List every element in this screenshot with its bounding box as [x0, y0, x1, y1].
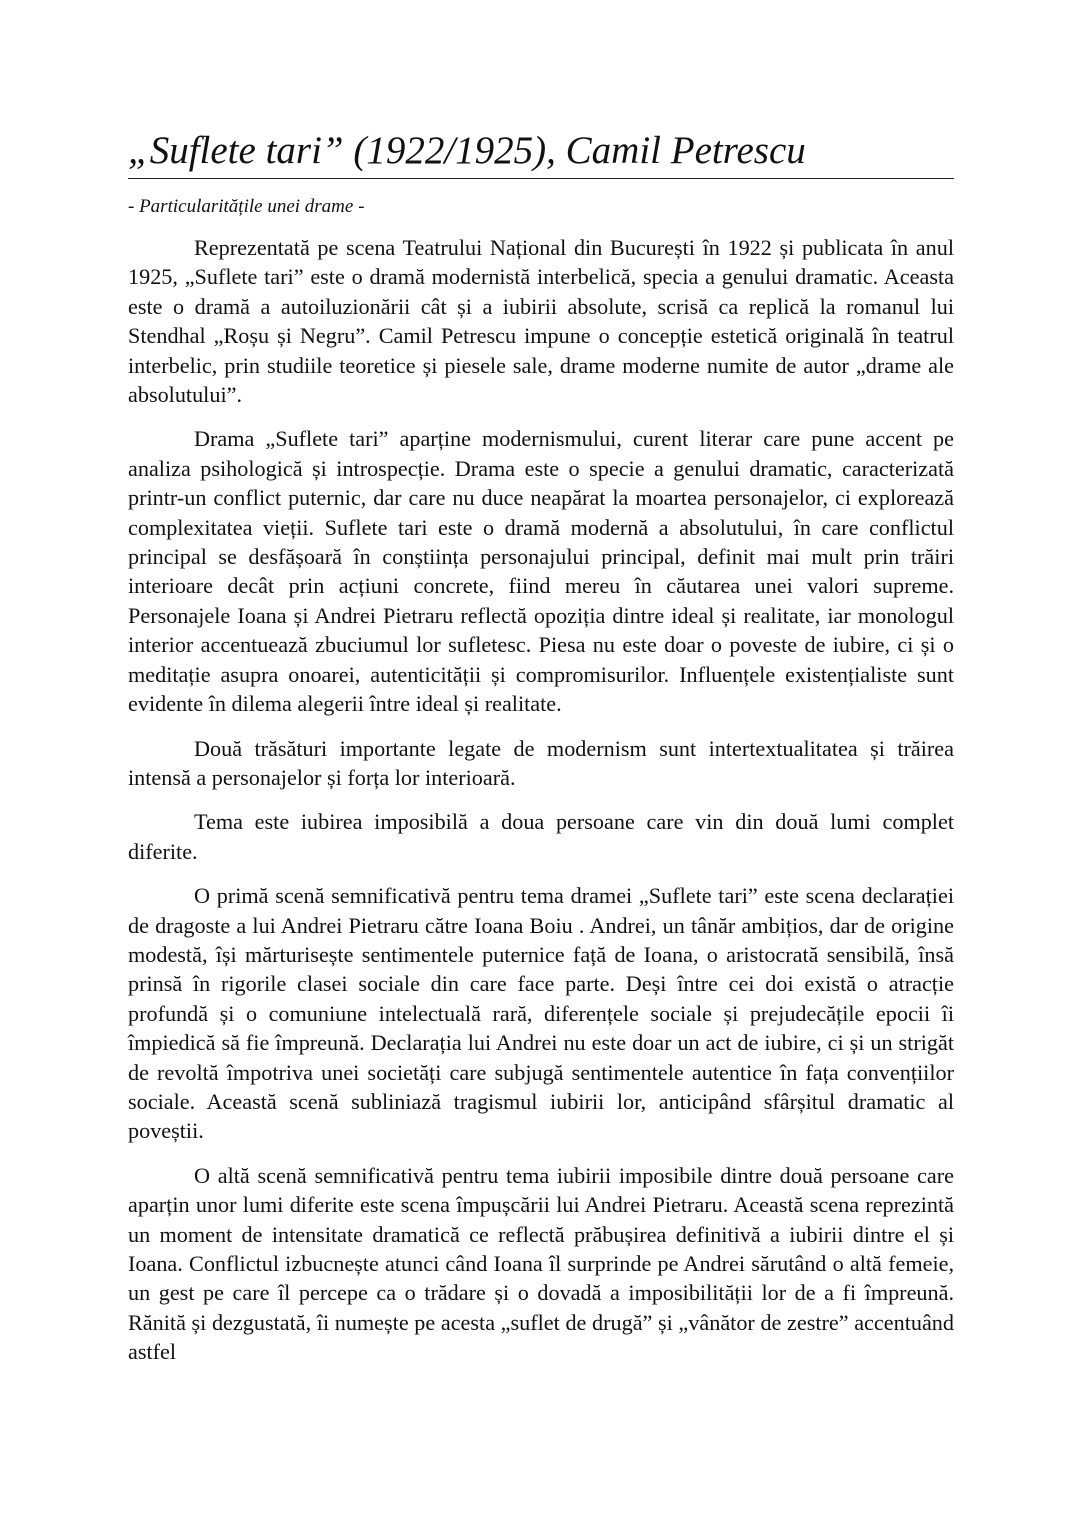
paragraph-3: Două trăsături importante legate de modernism sunt intertextualitatea și trăirea intensă a personajelor și forța lor interioară. [128, 735, 954, 790]
document-page [128, 128, 954, 1382]
paragraph-6: O altă scenă semnificativă pentru tema iubirii imposibile dintre două persoane care aparțin unor lumi diferite este scena împușcării lui Andrei Pietraru. Această scena reprezintă un moment de intensitate dramatică ce reflectă prăbușirea definitivă a iubirii dintre el și Ioana. Conflictul izbucnește atunci când Ioana îl surprinde pe Andrei sărutând o altă femeie, un gest pe care îl percepe ca o trădare și o dovadă a imposibilității lor de a fi împreună. Rănită și dezgustată, îi numește pe acesta „suflet de drugă” și „vânător de zestre” accentuând astfel [128, 1162, 954, 1365]
paragraph-1: Reprezentată pe scena Teatrului Național din București în 1922 și publicata în anul 1925, „Suflete tari” este o dramă modernistă interbelică, specia a genului dramatic. Aceasta este o dramă a autoiluzionării cât și a iubirii absolute, scrisă ca replică la romanul lui Stendhal „Roșu și Negru”. Camil Petrescu impune o concepție estetică originală în teatrul interbelic, prin studiile teoretice și piesele sale, drame moderne numite de autor „drame ale absolutului”. [128, 235, 954, 408]
paragraph-2: Drama „Suflete tari” aparține modernismului, curent literar care pune accent pe analiza psihologică și introspecție. Drama este o specie a genului dramatic, caracterizată printr-un conflict puternic, dar care nu duce neapărat la moartea personajelor, ci explorează complexitatea vieții. Suflete tari este o dramă modernă a absolutului, în care conflictul principal se desfășoară în conștiința personajului principal, definit mai mult prin trăiri interioare decât prin acțiuni concrete, fiind mereu în căutarea unei valori supreme. Personajele Ioana și Andrei Pietraru reflectă opoziția dintre ideal și realitate, iar monologul interior accentuează zbuciumul lor sufletesc. Piesa nu este doar o poveste de iubire, ci și o meditație asupra onoarei, autenticității și compromisurilor. Influențele existențialiste sunt evidente în dilema alegerii între ideal și realitate. [128, 426, 954, 717]
page-subtitle: - Particularitățile unei drame - [128, 196, 365, 217]
page-title: „Suflete tari” (1922/1925), Camil Petrescu [128, 128, 954, 179]
paragraph-4: Tema este iubirea imposibilă a doua persoane care vin din două lumi complet diferite. [128, 809, 954, 864]
paragraph-5: O primă scenă semnificativă pentru tema dramei „Suflete tari” este scena declarației de dragoste a lui Andrei Pietraru către Ioana Boiu . Andrei, un tânăr ambițios, dar de origine modestă, își mărturisește sentimentele puternice față de Ioana, o aristocrată sensibilă, însă prinsă în rigorile clasei sociale din care face parte. Deși între cei doi există o atracție profundă și o comuniune intelectuală rară, diferențele sociale și prejudecățile epocii îi împiedică să fie împreună. Declarația lui Andrei nu este doar un act de iubire, ci și un strigăt de revoltă împotriva unei societăți care subjugă sentimentele autentice în fața convențiilor sociale. Această scenă subliniază tragismul iubirii lor, anticipând sfârșitul dramatic al poveștii. [128, 883, 954, 1144]
